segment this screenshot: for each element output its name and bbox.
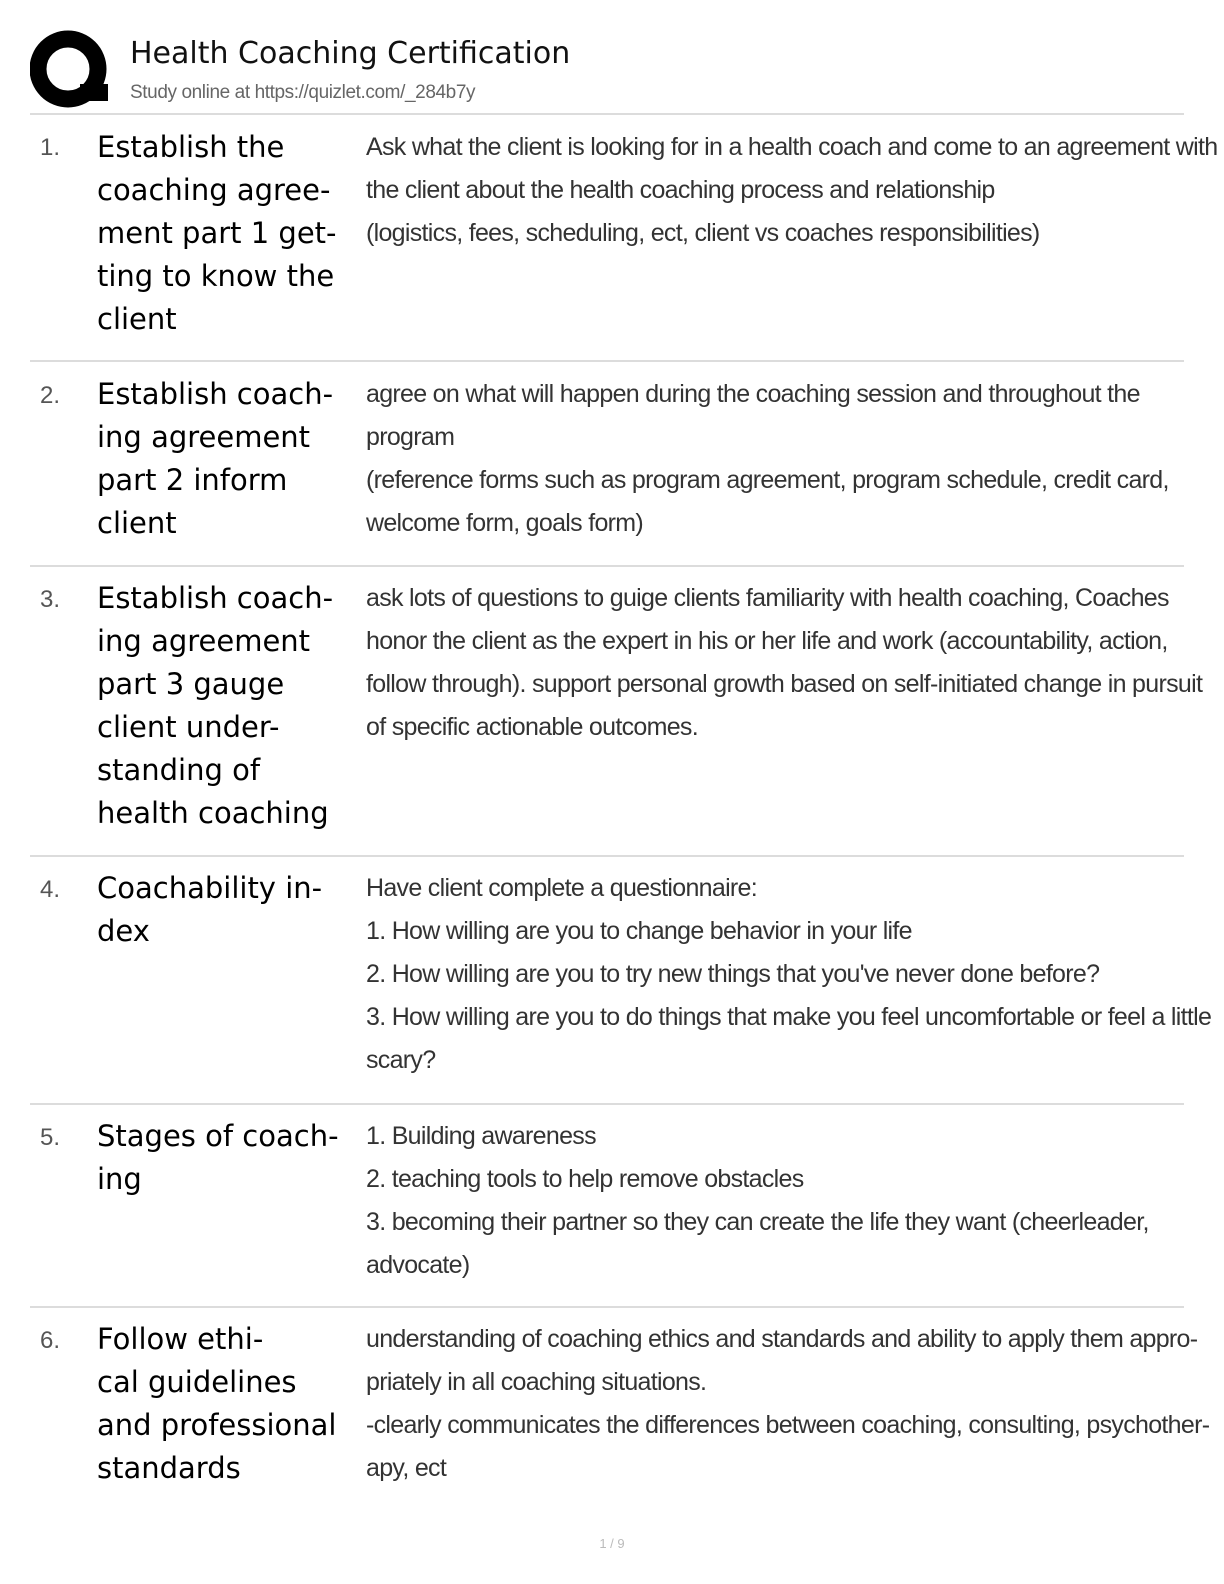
definition-line: 3. How willing are you to do things that make you feel uncomfortable or feel a little: [366, 1003, 1212, 1031]
term-line: health coaching: [97, 796, 329, 830]
page-title: Health Coaching Certification: [130, 36, 571, 71]
term-line: Follow ethi-: [97, 1322, 264, 1356]
card-definition: [366, 373, 1176, 545]
card-number: 5.: [40, 1124, 61, 1151]
divider: [30, 1103, 1184, 1105]
definition-line: apy, ect: [366, 1454, 447, 1482]
quizlet-q-logo-icon: [30, 30, 110, 110]
card-number: 4.: [40, 876, 61, 903]
definition-line: 1. How willing are you to change behavior in your life: [366, 917, 912, 945]
card-definition: [366, 1318, 1210, 1490]
term-line: part 2 inform: [97, 463, 288, 497]
definition-line: welcome form, goals form): [366, 509, 644, 537]
term-line: Establish coach-: [97, 377, 334, 411]
card-definition: [366, 577, 1203, 749]
definition-line: (reference forms such as program agreement, program schedule, credit card,: [366, 466, 1169, 494]
definition-line: agree on what will happen during the coaching session and throughout the: [366, 380, 1140, 408]
definition-line: program: [366, 423, 455, 451]
page-number: 1 / 9: [599, 1536, 625, 1551]
card-definition: [366, 126, 1218, 255]
card-term: [97, 867, 359, 953]
definition-line: honor the client as the expert in his or her life and work (accountability, action,: [366, 627, 1168, 655]
term-line: dex: [97, 914, 150, 948]
term-line: standing of: [97, 753, 261, 787]
term-line: client: [97, 302, 177, 336]
definition-line: 2. teaching tools to help remove obstacles: [366, 1165, 804, 1193]
card-number: 1.: [40, 134, 61, 161]
definition-line: 2. How willing are you to try new things that you've never done before?: [366, 960, 1100, 988]
divider: [30, 855, 1184, 857]
divider: [30, 1306, 1184, 1308]
definition-line: 1. Building awareness: [366, 1122, 596, 1150]
definition-line: follow through). support personal growth based on self-initiated change in pursuit: [366, 670, 1203, 698]
definition-line: of specific actionable outcomes.: [366, 713, 698, 741]
card-term: [97, 1115, 359, 1201]
definition-line: understanding of coaching ethics and standards and ability to apply them appro-: [366, 1325, 1198, 1353]
card-number: 6.: [40, 1327, 61, 1354]
card-number: 2.: [40, 382, 61, 409]
term-line: Establish the: [97, 130, 285, 164]
page-header: [30, 28, 1184, 114]
definition-line: priately in all coaching situations.: [366, 1368, 707, 1396]
term-line: cal guidelines: [97, 1365, 297, 1399]
term-line: ing: [97, 1162, 142, 1196]
card-definition: [366, 867, 1212, 1082]
definition-line: ask lots of questions to guige clients familiarity with health coaching, Coaches: [366, 584, 1169, 612]
term-line: ment part 1 get-: [97, 216, 337, 250]
study-online-link[interactable]: Study online at https://quizlet.com/_284b7y: [130, 82, 476, 103]
term-line: and professional: [97, 1408, 337, 1442]
term-line: part 3 gauge: [97, 667, 285, 701]
definition-line: (logistics, fees, scheduling, ect, client vs coaches responsibilities): [366, 219, 1040, 247]
term-line: Stages of coach-: [97, 1119, 339, 1153]
definition-line: 3. becoming their partner so they can create the life they want (cheerleader,: [366, 1208, 1149, 1236]
term-line: Coachability in-: [97, 871, 323, 905]
definition-line: advocate): [366, 1251, 470, 1279]
divider: [30, 360, 1184, 362]
term-line: ing agreement: [97, 420, 311, 454]
card-term: [97, 1318, 359, 1490]
card-term: [97, 126, 359, 341]
card-number: 3.: [40, 586, 61, 613]
term-line: client under-: [97, 710, 280, 744]
definition-line: Ask what the client is looking for in a health coach and come to an agreement with: [366, 133, 1218, 161]
card-term: [97, 373, 359, 545]
card-term: [97, 577, 359, 835]
term-line: coaching agree-: [97, 173, 331, 207]
term-line: standards: [97, 1451, 241, 1485]
term-line: ting to know the: [97, 259, 335, 293]
definition-line: -clearly communicates the differences between coaching, consulting, psychother-: [366, 1411, 1210, 1439]
card-definition: [366, 1115, 1176, 1287]
divider: [30, 113, 1184, 115]
term-line: Establish coach-: [97, 581, 334, 615]
definition-line: scary?: [366, 1046, 436, 1074]
term-line: client: [97, 506, 177, 540]
term-line: ing agreement: [97, 624, 311, 658]
definition-line: the client about the health coaching process and relationship: [366, 176, 995, 204]
divider: [30, 565, 1184, 567]
definition-line: Have client complete a questionnaire:: [366, 874, 758, 902]
